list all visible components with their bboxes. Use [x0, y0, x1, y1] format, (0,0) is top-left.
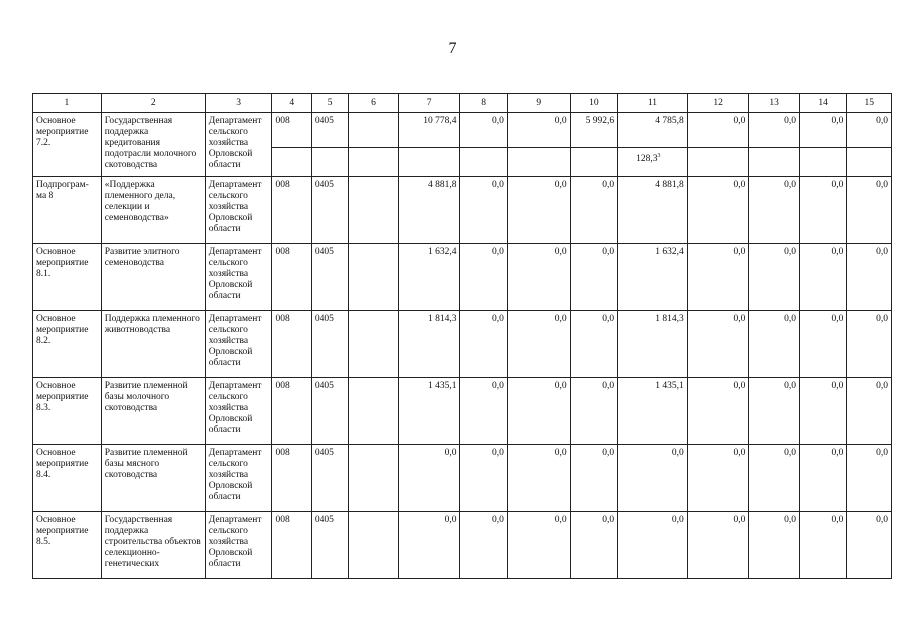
value-cell: 4 881,8 [618, 177, 688, 244]
value-cell: 0,0 [618, 445, 688, 512]
empty-cell [687, 148, 749, 177]
measure-description-cell: Развитие племенной базы молочного скотоводства [101, 378, 205, 445]
value-cell: 0,0 [749, 311, 800, 378]
value-cell: 0,0 [847, 244, 892, 311]
value-cell: 1 814,3 [618, 311, 688, 378]
empty-cell [349, 148, 399, 177]
code-cell: 008 [272, 177, 311, 244]
value-cell: 0,0 [507, 311, 570, 378]
value-cell: 0,0 [687, 445, 749, 512]
header-cell: 15 [847, 94, 892, 113]
value-cell: 0,0 [799, 512, 846, 579]
value-cell: 0,0 [847, 177, 892, 244]
value-cell: 1 435,1 [398, 378, 460, 445]
value-cell: 0,0 [687, 113, 749, 148]
value-cell: 1 632,4 [398, 244, 460, 311]
executor-cell: Департамент сельского хозяйства Орловской области [205, 378, 272, 445]
measure-name-cell: Основное мероприятие 8.1. [33, 244, 102, 311]
header-cell: 5 [311, 94, 348, 113]
value-cell [349, 512, 399, 579]
value-cell: 0,0 [460, 378, 507, 445]
value-cell: 0,0 [460, 244, 507, 311]
value-cell: 4 785,8 [618, 113, 688, 148]
table-header-row [33, 94, 892, 113]
executor-cell: Департамент сельского хозяйства Орловской области [205, 445, 272, 512]
table-row [33, 177, 892, 244]
value-cell: 0,0 [749, 244, 800, 311]
value-cell: 1 435,1 [618, 378, 688, 445]
measure-name-cell: Основное мероприятие 7.2. [33, 113, 102, 177]
measure-description-cell: Поддержка племенного животноводства [101, 311, 205, 378]
header-cell: 2 [101, 94, 205, 113]
value-cell: 0,0 [507, 512, 570, 579]
measure-name-cell: Подпрограм-ма 8 [33, 177, 102, 244]
value-cell: 0,0 [749, 378, 800, 445]
code-cell: 008 [272, 445, 311, 512]
header-cell: 1 [33, 94, 102, 113]
header-cell: 8 [460, 94, 507, 113]
value-cell: 0,0 [687, 244, 749, 311]
empty-cell [507, 148, 570, 177]
measure-description-cell: Государственная поддержка кредитования подотрасли молочного скотоводства [101, 113, 205, 177]
value-cell: 0,0 [847, 378, 892, 445]
value-cell: 0,0 [507, 113, 570, 148]
value-cell: 0,0 [460, 512, 507, 579]
measure-name-cell: Основное мероприятие 8.2. [33, 311, 102, 378]
table-row [33, 445, 892, 512]
value-cell: 0,0 [847, 512, 892, 579]
value-cell: 4 881,8 [398, 177, 460, 244]
value-cell: 0,0 [570, 378, 617, 445]
executor-cell: Департамент сельского хозяйства Орловской области [205, 113, 272, 177]
value-cell: 1 632,4 [618, 244, 688, 311]
value-cell: 0,0 [618, 512, 688, 579]
value-cell: 0,0 [398, 445, 460, 512]
section-code-cell: 0405 [311, 113, 348, 148]
value-cell [349, 378, 399, 445]
value-cell: 0,0 [570, 311, 617, 378]
value-cell [349, 244, 399, 311]
budget-table [32, 93, 892, 579]
value-cell [349, 445, 399, 512]
measure-name-cell: Основное мероприятие 8.5. [33, 512, 102, 579]
value-cell: 0,0 [749, 512, 800, 579]
value-cell [349, 177, 399, 244]
value-cell: 0,0 [847, 113, 892, 148]
table-row [33, 378, 892, 445]
empty-cell [272, 148, 311, 177]
value-cell [349, 311, 399, 378]
value-cell [349, 113, 399, 148]
value-cell: 10 778,4 [398, 113, 460, 148]
executor-cell: Департамент сельского хозяйства Орловской области [205, 311, 272, 378]
value-cell: 0,0 [799, 445, 846, 512]
page-number: 7 [448, 40, 457, 57]
value-cell: 0,0 [799, 177, 846, 244]
empty-cell [749, 148, 800, 177]
value-cell: 0,0 [847, 445, 892, 512]
empty-cell [570, 148, 617, 177]
header-cell: 11 [618, 94, 688, 113]
header-cell: 13 [749, 94, 800, 113]
empty-cell [847, 148, 892, 177]
section-code-cell: 0405 [311, 244, 348, 311]
header-cell: 3 [205, 94, 272, 113]
table-row [33, 113, 892, 148]
value-cell: 0,0 [460, 177, 507, 244]
value-cell: 0,0 [749, 113, 800, 148]
value-cell: 0,0 [847, 311, 892, 378]
footnote-mark: 3 [657, 152, 661, 159]
value-cell: 0,0 [507, 378, 570, 445]
value-cell: 0,0 [507, 445, 570, 512]
table-row [33, 244, 892, 311]
executor-cell: Департамент сельского хозяйства Орловской области [205, 512, 272, 579]
value-cell: 0,0 [749, 177, 800, 244]
value-cell: 0,0 [507, 244, 570, 311]
extra-value: 128,3 [636, 154, 658, 164]
value-cell: 0,0 [749, 445, 800, 512]
table-row [33, 311, 892, 378]
section-code-cell: 0405 [311, 177, 348, 244]
executor-cell: Департамент сельского хозяйства Орловской области [205, 244, 272, 311]
code-cell: 008 [272, 244, 311, 311]
section-code-cell: 0405 [311, 512, 348, 579]
header-cell: 7 [398, 94, 460, 113]
value-cell: 0,0 [799, 113, 846, 148]
table-row [33, 512, 892, 579]
header-cell: 12 [687, 94, 749, 113]
section-code-cell: 0405 [311, 445, 348, 512]
value-cell: 0,0 [570, 445, 617, 512]
header-cell: 4 [272, 94, 311, 113]
value-cell: 0,0 [687, 177, 749, 244]
value-cell: 0,0 [799, 311, 846, 378]
value-cell: 0,0 [570, 512, 617, 579]
value-cell: 0,0 [398, 512, 460, 579]
section-code-cell: 0405 [311, 311, 348, 378]
value-cell: 1 814,3 [398, 311, 460, 378]
value-cell: 5 992,6 [570, 113, 617, 148]
measure-description-cell: Государственная поддержка строительства объектов селекционно-генетических [101, 512, 205, 579]
value-cell: 0,0 [687, 311, 749, 378]
value-cell: 0,0 [799, 244, 846, 311]
code-cell: 008 [272, 378, 311, 445]
measure-description-cell: Развитие элитного семеноводства [101, 244, 205, 311]
code-cell: 008 [272, 311, 311, 378]
value-cell: 0,0 [799, 378, 846, 445]
measure-name-cell: Основное мероприятие 8.4. [33, 445, 102, 512]
section-code-cell: 0405 [311, 378, 348, 445]
measure-description-cell: «Поддержка племенного дела, селекции и семеноводства» [101, 177, 205, 244]
value-cell: 0,0 [570, 244, 617, 311]
empty-cell [460, 148, 507, 177]
code-cell: 008 [272, 512, 311, 579]
value-cell: 0,0 [460, 113, 507, 148]
header-cell: 10 [570, 94, 617, 113]
value-cell: 0,0 [507, 177, 570, 244]
value-cell-extra [618, 148, 688, 177]
empty-cell [311, 148, 348, 177]
empty-cell [799, 148, 846, 177]
header-cell: 9 [507, 94, 570, 113]
header-cell: 14 [799, 94, 846, 113]
header-cell: 6 [349, 94, 399, 113]
empty-cell [398, 148, 460, 177]
measure-description-cell: Развитие племенной базы мясного скотоводства [101, 445, 205, 512]
value-cell: 0,0 [687, 378, 749, 445]
value-cell: 0,0 [570, 177, 617, 244]
executor-cell: Департамент сельского хозяйства Орловской области [205, 177, 272, 244]
value-cell: 0,0 [460, 445, 507, 512]
value-cell: 0,0 [687, 512, 749, 579]
value-cell: 0,0 [460, 311, 507, 378]
measure-name-cell: Основное мероприятие 8.3. [33, 378, 102, 445]
code-cell: 008 [272, 113, 311, 148]
